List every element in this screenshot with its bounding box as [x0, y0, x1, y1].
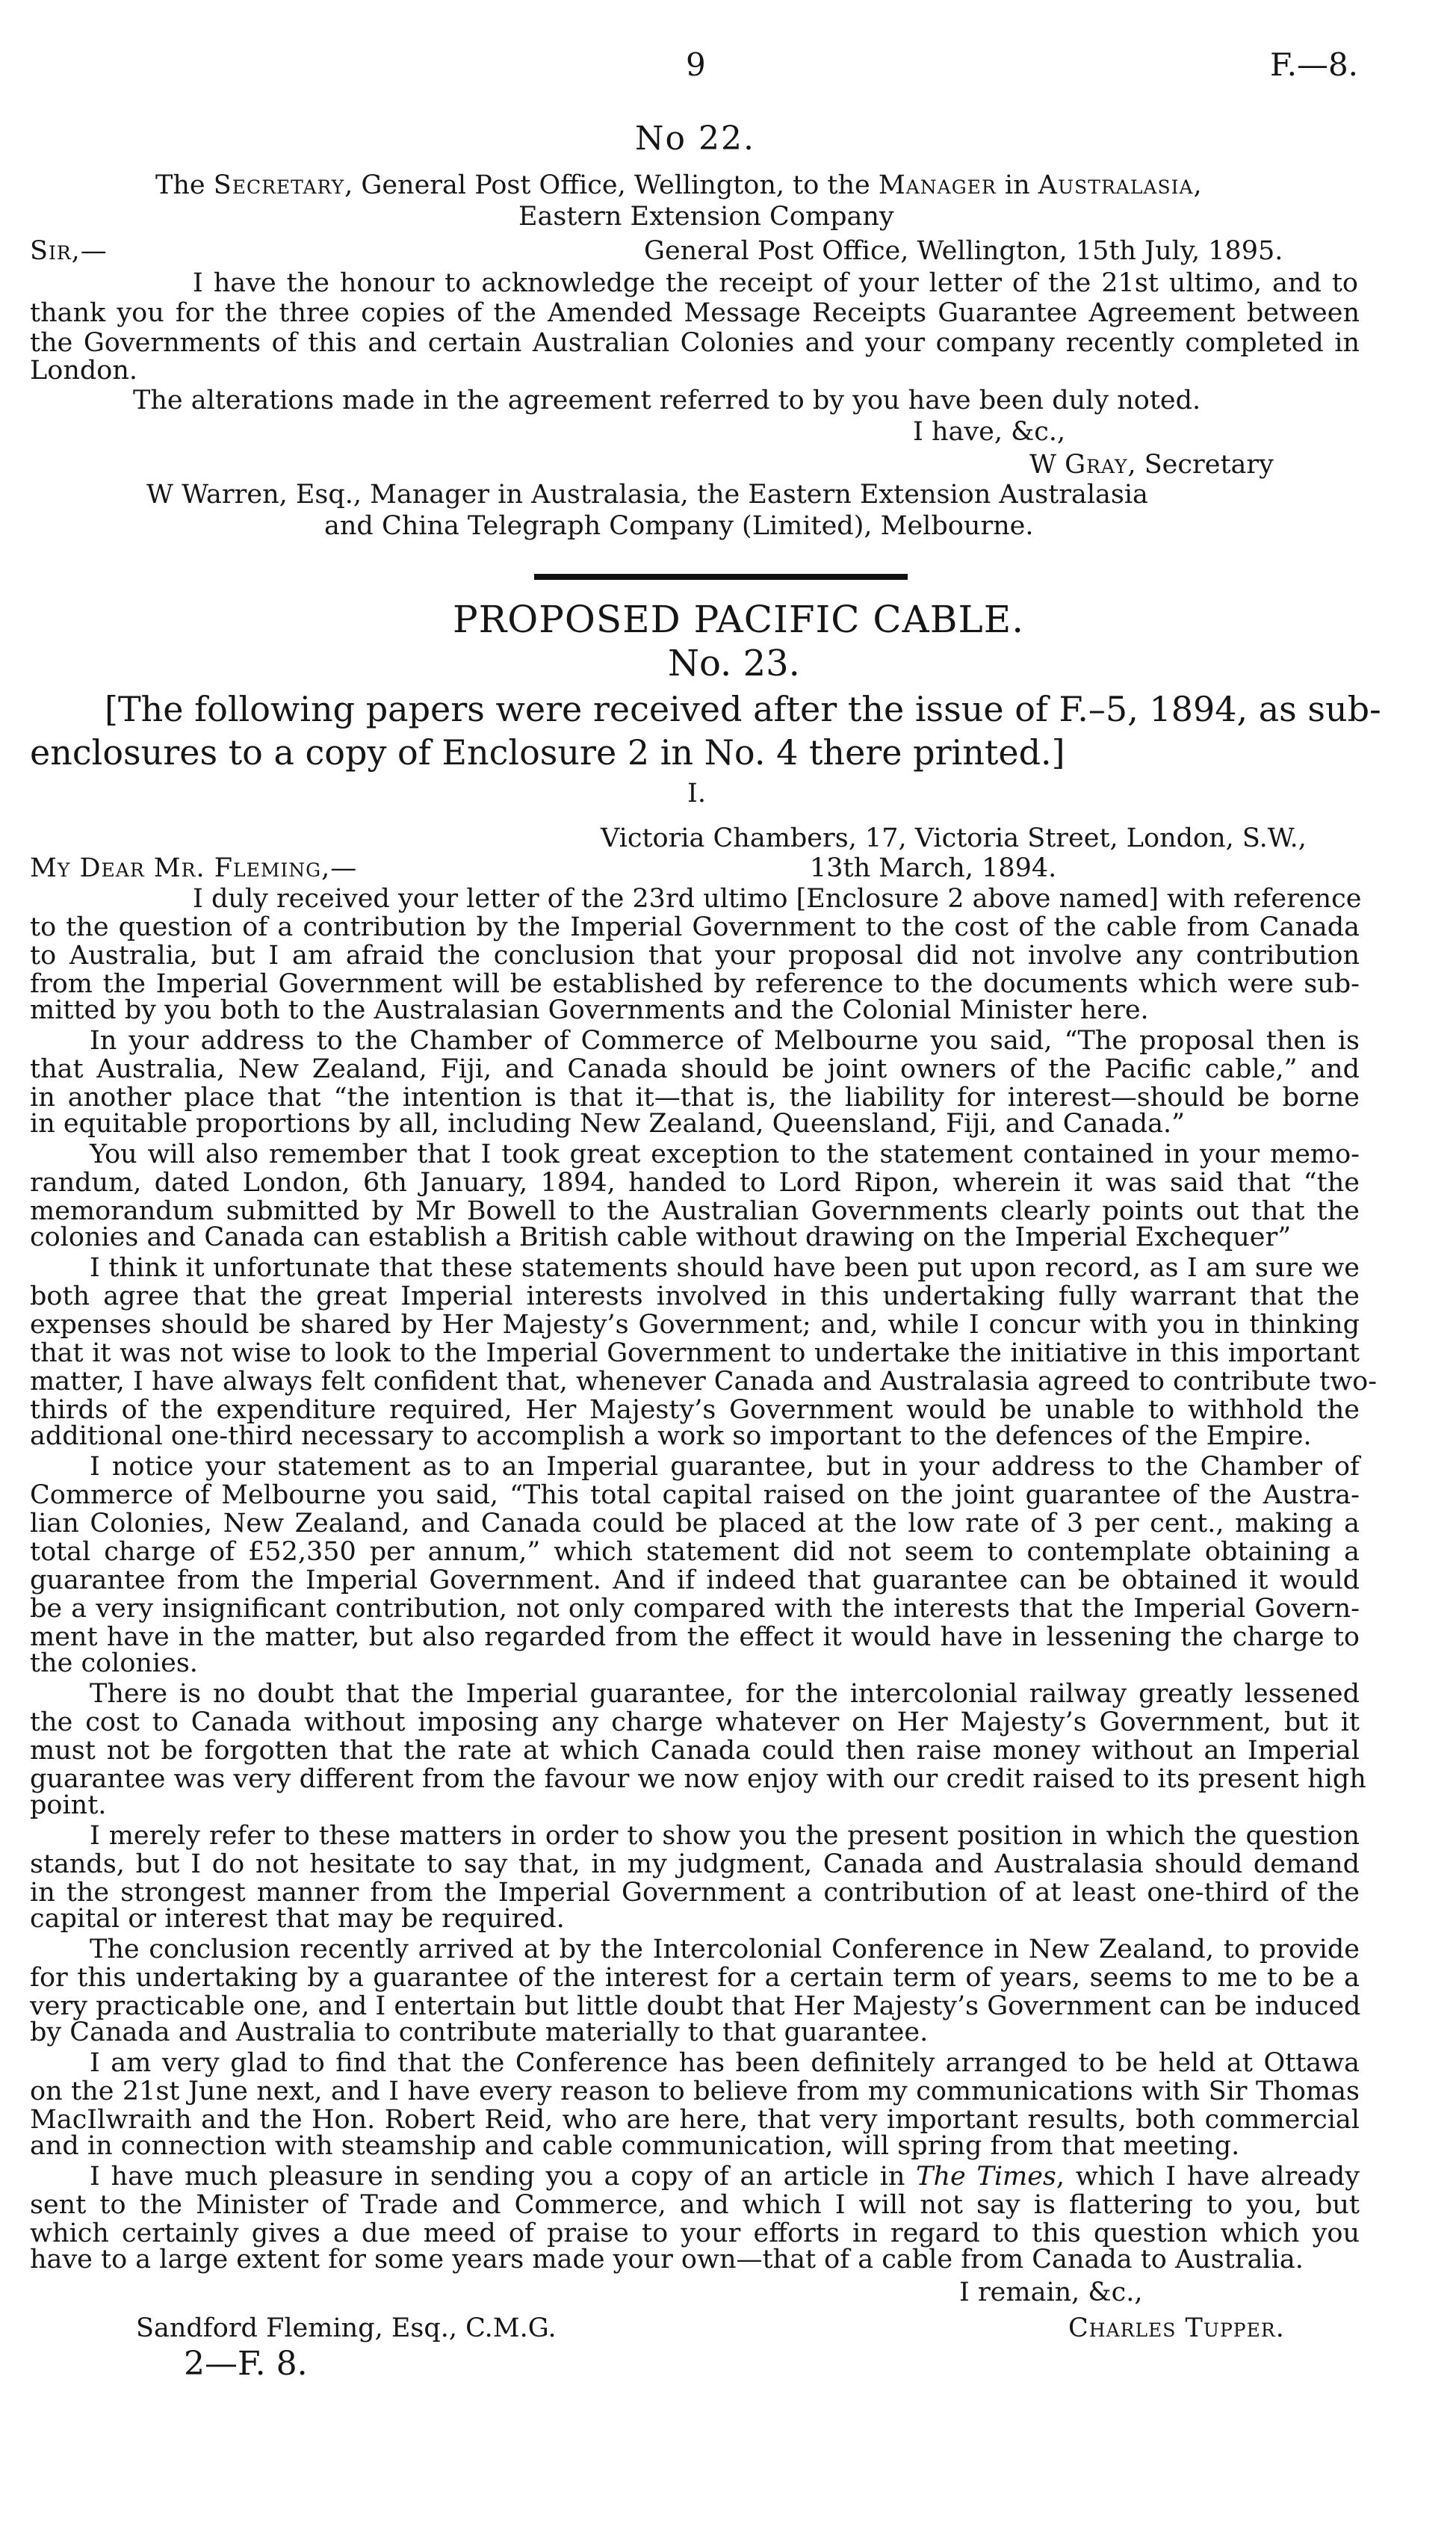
body-line: In your address to the Chamber of Commerce of Melbourne you said, “The proposal then is — [90, 1026, 1360, 1056]
signature: W Gray, Secretary — [1029, 450, 1274, 480]
document-reference: F.—8. — [1270, 46, 1359, 83]
body-line: matter, I have always felt confident that, whenever Canada and Australasia agreed to contribute two- — [30, 1367, 1378, 1397]
body-line: point. — [30, 1790, 107, 1820]
body-line: expenses should be shared by Her Majesty’s Government; and, while I concur with you in thinking — [30, 1310, 1360, 1340]
body-line: There is no doubt that the Imperial guarantee, for the intercolonial railway greatly lessened — [90, 1679, 1360, 1709]
section-note-line-2: enclosures to a copy of Enclosure 2 in No. 4 there printed.] — [30, 732, 1065, 773]
signature-mark: 2—F. 8. — [184, 2345, 308, 2383]
page-number: 9 — [686, 46, 706, 83]
salutation: My Dear Mr. Fleming,— — [30, 853, 358, 883]
body-line: in equitable proportions by all, including New Zealand, Queensland, Fiji, and Canada.” — [30, 1109, 1186, 1139]
body-line: the colonies. — [30, 1648, 198, 1678]
body-line: which certainly gives a due meed of praise to your efforts in regard to this question which you — [30, 2218, 1360, 2248]
section-number: No. 23. — [668, 643, 800, 684]
body-line: thirds of the expenditure required, Her Majesty’s Government would be unable to withhold the — [30, 1395, 1360, 1425]
body-line: must not be forgotten that the rate at which Canada could then raise money without an Imperial — [30, 1736, 1360, 1766]
body-line: I have much pleasure in sending you a copy of an article in The Times, which I have already — [90, 2162, 1360, 2192]
body-line: sent to the Minister of Trade and Commerce, and which I will not say is flattering to you, but — [30, 2190, 1360, 2220]
section-note-line-1: [The following papers were received after the issue of F.–5, 1894, as sub- — [105, 689, 1381, 729]
body-line: that it was not wise to look to the Imperial Government to undertake the initiative in this important — [30, 1338, 1360, 1368]
body-line: memorandum submitted by Mr Bowell to the Australian Governments clearly points out that the — [30, 1196, 1360, 1226]
body-line: and in connection with steamship and cable communication, will spring from that meeting. — [30, 2131, 1240, 2161]
body-line: from the Imperial Government will be established by reference to the documents which were sub- — [30, 969, 1360, 999]
section-title: PROPOSED PACIFIC CABLE. — [453, 598, 1025, 641]
addressee: Sandford Fleming, Esq., C.M.G. — [136, 2313, 557, 2343]
body-line: additional one-third necessary to accomplish a work so important to the defences of the Empire. — [30, 1421, 1312, 1451]
body-line: ment have in the matter, but also regarded from the effect it would have in lessening the charge to — [30, 1622, 1360, 1652]
closing: I have, &c., — [913, 417, 1066, 447]
body-line: total charge of £52,350 per annum,” which statement did not seem to contemplate obtaining a — [30, 1537, 1360, 1567]
body-line: both agree that the great Imperial interests involved in this undertaking fully warrant that the — [30, 1281, 1360, 1311]
body-line: by Canada and Australia to contribute materially to that guarantee. — [30, 2017, 929, 2047]
body-line: randum, dated London, 6th January, 1894, handed to Lord Ripon, wherein it was said that “the — [30, 1168, 1360, 1198]
body-line: The conclusion recently arrived at by the Intercolonial Conference in New Zealand, to provide — [90, 1935, 1360, 1964]
body-line: in another place that “the intention is that it—that is, the liability for interest—should be borne — [30, 1083, 1360, 1113]
addressee-line-1: W Warren, Esq., Manager in Australasia, the Eastern Extension Australasia — [146, 480, 1148, 510]
body-line: in the strongest manner from the Imperial Government a contribution of at least one-third of the — [30, 1878, 1360, 1908]
body-line: mitted by you both to the Australasian Governments and the Colonial Minister here. — [30, 995, 1149, 1025]
body-line: MacIlwraith and the Hon. Robert Reid, who are here, that very important results, both commercial — [30, 2105, 1360, 2135]
body-line: I have the honour to acknowledge the receipt of your letter of the 21st ultimo, and to — [193, 268, 1358, 298]
body-line: I notice your statement as to an Imperial guarantee, but in your address to the Chamber of — [90, 1452, 1360, 1482]
body-line: the cost to Canada without imposing any charge whatever on Her Majesty’s Government, but it — [30, 1707, 1360, 1737]
section-divider — [534, 574, 908, 580]
body-line: Commerce of Melbourne you said, “This total capital raised on the joint guarantee of the Austra- — [30, 1480, 1360, 1510]
body-line: the Governments of this and certain Australian Colonies and your company recently completed in — [30, 328, 1360, 358]
body-line: to Australia, but I am afraid the conclusion that your proposal did not involve any contribution — [30, 941, 1360, 971]
enclosure-roman-numeral: I. — [687, 779, 706, 808]
body-line: guarantee was very different from the favour we now enjoy with our credit raised to its present high — [30, 1764, 1366, 1794]
letter-heading-line-1: The Secretary, General Post Office, Wellington, to the Manager in Australasia, — [155, 170, 1202, 200]
letter-heading-line-2: Eastern Extension Company — [518, 202, 894, 232]
body-line: You will also remember that I took great exception to the statement contained in your memo- — [90, 1139, 1360, 1169]
letter-number: No 22. — [635, 120, 755, 158]
sender-address: Victoria Chambers, 17, Victoria Street, London, S.W., — [601, 823, 1307, 853]
body-line: for this undertaking by a guarantee of the interest for a certain term of years, seems to me to be a — [30, 1963, 1360, 1993]
body-line: be a very insignificant contribution, not only compared with the interests that the Imperial Govern- — [30, 1594, 1360, 1624]
addressee-line-2: and China Telegraph Company (Limited), Melbourne. — [324, 511, 1034, 541]
place-date: General Post Office, Wellington, 15th July, 1895. — [644, 236, 1283, 266]
body-line: capital or interest that may be required. — [30, 1904, 565, 1934]
body-line: thank you for the three copies of the Amended Message Receipts Guarantee Agreement between — [30, 298, 1360, 328]
salutation: Sir,— — [30, 236, 108, 266]
signature: Charles Tupper. — [1068, 2313, 1285, 2343]
closing: I remain, &c., — [959, 2277, 1143, 2307]
body-line: on the 21st June next, and I have every reason to believe from my communications with Sir Thomas — [30, 2076, 1360, 2106]
letter-date: 13th March, 1894. — [810, 853, 1057, 883]
body-line: I duly received your letter of the 23rd ultimo [Enclosure 2 above named] with reference — [193, 884, 1362, 914]
body-line: I am very glad to find that the Conference has been definitely arranged to be held at Ottawa — [90, 2048, 1360, 2078]
body-line: I merely refer to these matters in order to show you the present position in which the question — [90, 1821, 1360, 1851]
body-line: The alterations made in the agreement referred to by you have been duly noted. — [133, 386, 1201, 415]
body-line: colonies and Canada can establish a British cable without drawing on the Imperial Exchequer” — [30, 1222, 1292, 1252]
body-line: London. — [30, 356, 137, 386]
body-line: I think it unfortunate that these statements should have been put upon record, as I am sure we — [90, 1253, 1360, 1283]
body-line: to the question of a contribution by the Imperial Government to the cost of the cable from Canada — [30, 912, 1360, 942]
body-line: stands, but I do not hesitate to say that, in my judgment, Canada and Australasia should demand — [30, 1849, 1360, 1879]
body-line: lian Colonies, New Zealand, and Canada could be placed at the low rate of 3 per cent., making a — [30, 1509, 1360, 1539]
body-line: have to a large extent for some years made your own—that of a cable from Canada to Australia. — [30, 2245, 1304, 2274]
body-line: that Australia, New Zealand, Fiji, and Canada should be joint owners of the Pacific cable,” and — [30, 1054, 1360, 1084]
body-line: guarantee from the Imperial Government. And if indeed that guarantee can be obtained it would — [30, 1565, 1360, 1595]
body-line: very practicable one, and I entertain but little doubt that Her Majesty’s Government can be induced — [30, 1991, 1361, 2021]
